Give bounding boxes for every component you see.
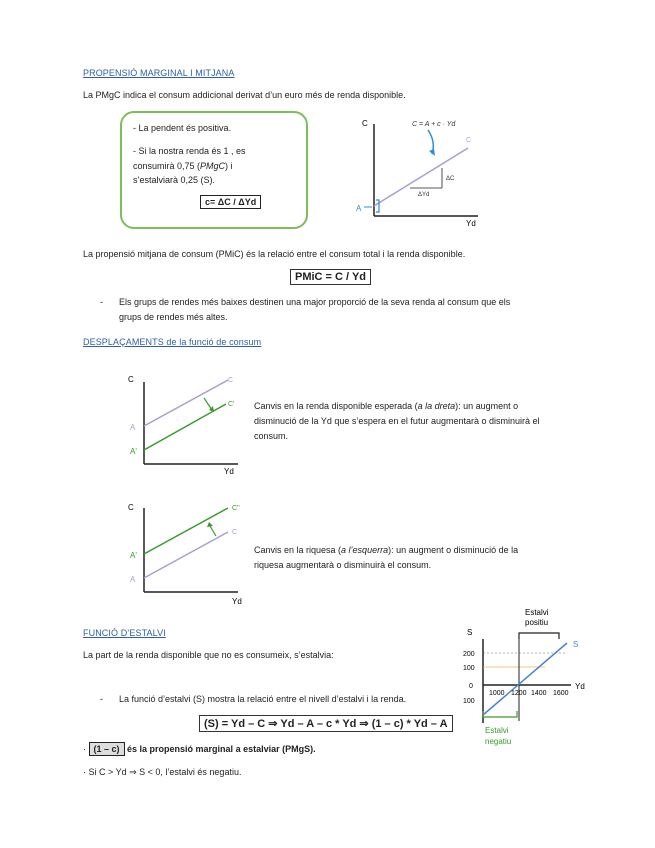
estalvi-intro: La part de la renda disponible que no es consumeix, s’estalvia: xyxy=(83,650,334,660)
intercept-label: A xyxy=(356,204,362,213)
box-line-2b xyxy=(133,161,233,171)
text-shift-left-pre: Canvis en la riquesa ( xyxy=(254,545,342,555)
y-axis-label: S xyxy=(467,628,473,637)
label-c-double-prime: C'' xyxy=(232,505,240,512)
x-tick-1000: 1000 xyxy=(489,690,505,697)
shift-arrow xyxy=(210,526,216,536)
shift-arrowhead xyxy=(207,522,213,527)
label-c: C xyxy=(228,377,234,384)
negative-saving-label-2: negatiu xyxy=(485,737,512,746)
text-shift-left-a xyxy=(254,545,518,555)
bullet-text-1a: Els grups de rendes més baixes destinen una major proporció de la seva renda al consum que els xyxy=(119,297,511,307)
text-shift-left-b: riquesa augmentarà o disminuirà el consum. xyxy=(254,560,432,570)
y-axis-label: C xyxy=(128,375,134,384)
shift-right-chart xyxy=(120,368,250,480)
bullet-dash-2: - xyxy=(100,694,103,704)
text-shift-left-post: ): un augment o disminució de la xyxy=(388,545,519,555)
y-tick-100: 100 xyxy=(463,665,475,672)
pmgs-text: és la propensió marginal a estalviar (PMgS). xyxy=(127,744,316,754)
x-axis-label: Yd xyxy=(575,682,585,691)
bullet-dash-1: - xyxy=(100,297,103,307)
x-axis-label: Yd xyxy=(224,467,234,476)
x-tick-1400: 1400 xyxy=(531,690,547,697)
positive-saving-label-1: Estalvi xyxy=(525,608,549,617)
text-shift-right-a xyxy=(254,401,518,411)
label-c-prime: C' xyxy=(228,401,235,408)
box-line-2b-pre: consumirà 0,75 ( xyxy=(133,161,201,171)
saving-function-chart xyxy=(455,603,590,751)
text-shift-right-b: disminució de la Yd que s’espera en el futur augmentarà o disminuirà el xyxy=(254,416,540,426)
box-line-2b-post: ) i xyxy=(225,161,233,171)
y-axis-label: C xyxy=(362,119,368,128)
estalvi-bullet: La funció d’estalvi (S) mostra la relació entre el nivell d’estalvi i la renda. xyxy=(119,694,407,704)
text-shift-right-c: consum. xyxy=(254,431,289,441)
line-c xyxy=(144,380,228,426)
x-axis-label: Yd xyxy=(232,597,242,606)
intercept-brace xyxy=(376,200,379,212)
negative-saving-label-1: Estalvi xyxy=(485,726,509,735)
box-line-2b-italic: PMgC xyxy=(200,161,226,171)
y-tick-200: 200 xyxy=(463,651,475,658)
pmgc-intro: La PMgC indica el consum addicional derivat d’un euro més de renda disponible. xyxy=(83,90,406,100)
box-line-2a: - Si la nostra renda és 1 , es xyxy=(133,146,246,156)
y-tick-neg-100: 100 xyxy=(463,698,475,705)
line-label-c: C xyxy=(466,137,472,144)
x-tick-1600: 1600 xyxy=(553,690,569,697)
delta-c-label: ΔC xyxy=(446,176,455,182)
y-tick-0: 0 xyxy=(469,683,473,690)
negative-saving-line: · Si C > Yd ⇒ S < 0, l’estalvi és negatiu. xyxy=(83,767,242,777)
negative-saving-brace xyxy=(483,711,517,717)
pmgs-line: · (1 – c) és la propensió marginal a estalviar (PMgS). xyxy=(83,744,316,754)
text-shift-right-italic: a la dreta xyxy=(417,401,456,411)
pmgs-highlight: (1 – c) xyxy=(89,742,125,756)
text-shift-left-italic: a l’esquerra xyxy=(341,545,389,555)
positive-saving-brace xyxy=(519,633,559,639)
saving-formula: (S) = Yd – C ⇒ Yd – A – c * Yd ⇒ (1 – c) * Yd – A xyxy=(199,715,453,732)
text-shift-right-pre: Canvis en la renda disponible esperada ( xyxy=(254,401,418,411)
text-shift-right-post: ): un augment o xyxy=(455,401,519,411)
pmic-text: La propensió mitjana de consum (PMiC) és la relació entre el consum total i la renda disponible. xyxy=(83,249,466,259)
label-a-prime: A' xyxy=(130,447,137,456)
saving-line-label: S xyxy=(573,640,579,649)
pointer-arrowhead xyxy=(429,149,435,156)
consumption-function-chart xyxy=(350,112,500,232)
section-heading-estalvi: FUNCIÓ D’ESTALVI xyxy=(83,628,166,638)
box-line-2c: s’estalviarà 0,25 (S). xyxy=(133,175,216,185)
positive-saving-label-2: positiu xyxy=(525,618,549,627)
label-a: A xyxy=(130,575,136,584)
function-label: C = A + c · Yd xyxy=(412,121,456,128)
pmic-formula: PMiC = C / Yd xyxy=(290,269,371,285)
bullet-text-1b: grups de rendes més altes. xyxy=(119,312,228,322)
label-a: A xyxy=(130,423,136,432)
y-axis-label: C xyxy=(128,503,134,512)
section-heading-desplacaments: DESPLAÇAMENTS de la funció de consum xyxy=(83,337,262,347)
pmgc-formula: c= ΔC / ΔYd xyxy=(200,195,261,209)
section-heading-propensio: PROPENSIÓ MARGINAL I MITJANA xyxy=(83,68,235,78)
line-c xyxy=(144,532,228,578)
x-tick-1200: 1200 xyxy=(511,690,527,697)
delta-yd-label: ΔYd xyxy=(418,192,430,198)
saving-line xyxy=(483,643,567,715)
shift-left-chart xyxy=(120,496,250,608)
label-a-prime: A' xyxy=(130,551,137,560)
box-line-1: - La pendent és positiva. xyxy=(133,123,232,133)
x-axis-label: Yd xyxy=(466,219,476,228)
label-c: C xyxy=(232,529,238,536)
line-c-double-prime xyxy=(144,508,228,554)
